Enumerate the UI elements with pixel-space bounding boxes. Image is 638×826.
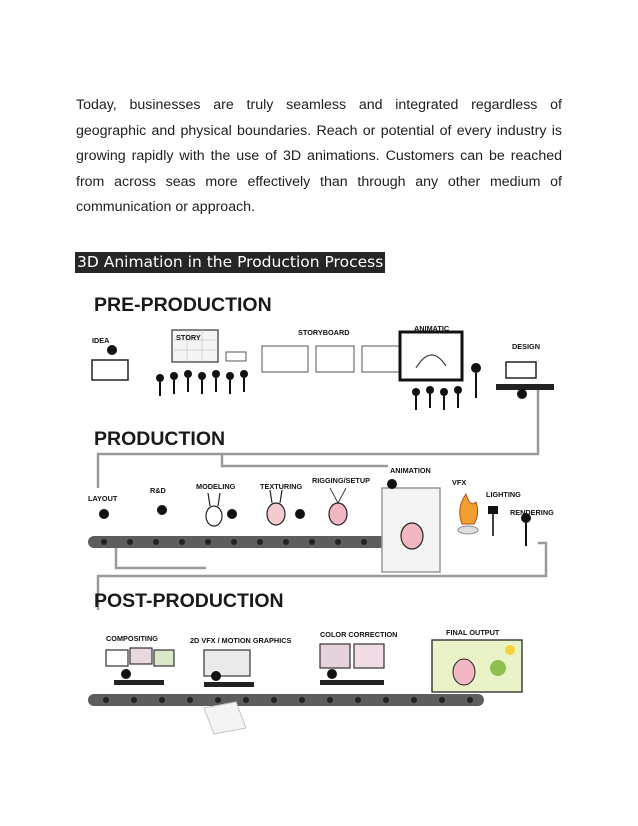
compositing-screen-icon <box>130 648 152 664</box>
stage-label-color-correction: COLOR CORRECTION <box>320 630 398 639</box>
paper-sheet-icon <box>204 702 246 734</box>
storyboard-panel-icon <box>362 346 402 372</box>
production-title: PRODUCTION <box>94 428 226 450</box>
compositing-screen-icon <box>154 650 174 666</box>
stage-label-vfx: VFX <box>452 478 467 487</box>
stage-label-animatic: ANIMATIC <box>414 324 450 333</box>
vfx-screen-icon <box>204 650 250 676</box>
animatic-screen-icon <box>400 332 462 380</box>
stage-label-layout: LAYOUT <box>88 494 118 503</box>
production-process-diagram <box>86 288 566 740</box>
stage-label-rendering: RENDERING <box>510 508 554 517</box>
post-conveyor-belt <box>88 694 484 706</box>
pre-production-title: PRE-PRODUCTION <box>94 294 272 316</box>
stage-label-2d-vfx: 2D VFX / MOTION GRAPHICS <box>190 636 292 645</box>
designer-icon <box>517 389 527 399</box>
person-icon <box>107 345 117 355</box>
light-icon <box>488 506 498 514</box>
stage-label-lighting: LIGHTING <box>486 490 521 499</box>
production-workers <box>99 479 397 519</box>
post-production-artwork <box>88 640 522 734</box>
stage-label-final-output: FINAL OUTPUT <box>446 628 500 637</box>
bed-icon <box>92 360 128 380</box>
stage-label-animation: ANIMATION <box>390 466 431 475</box>
storyboard-panel-icon <box>262 346 308 372</box>
design-desk-icon <box>496 384 554 390</box>
color-screen-icon <box>320 644 350 668</box>
bunny-rigged-icon <box>329 503 347 525</box>
bunny-textured-icon <box>267 503 285 525</box>
color-screen-icon <box>354 644 384 668</box>
stage-label-story: STORY <box>176 333 201 342</box>
design-monitor-icon <box>506 362 536 378</box>
stage-label-compositing: COMPOSITING <box>106 634 158 643</box>
stage-label-storyboard: STORYBOARD <box>298 328 350 337</box>
vfx-fire-icon <box>460 494 478 524</box>
stage-label-idea: IDEA <box>92 336 110 345</box>
intro-paragraph: Today, businesses are truly seamless and integrated regardless of geographic and physical boundaries. Reach or potential of every industry is growing rapidly with the use of 3D animations. Customers can be reached from across seas more effectively than through any other medium of communication or approach. <box>76 97 562 216</box>
bunny-model-icon <box>206 506 222 526</box>
storyboard-panel-icon <box>316 346 354 372</box>
pre-production-artwork <box>92 330 554 410</box>
stage-label-rnd: R&D <box>150 486 166 495</box>
compositing-screen-icon <box>106 650 128 666</box>
stage-label-texturing: TEXTURING <box>260 482 303 491</box>
post-production-title: POST-PRODUCTION <box>94 590 284 612</box>
section-heading: 3D Animation in the Production Process <box>77 253 384 271</box>
stage-label-design: DESIGN <box>512 342 540 351</box>
flow-connectors <box>98 386 546 610</box>
stage-label-rigging: RIGGING/SETUP <box>312 476 370 485</box>
stage-label-modeling: MODELING <box>196 482 236 491</box>
diagram-artwork <box>86 288 566 740</box>
